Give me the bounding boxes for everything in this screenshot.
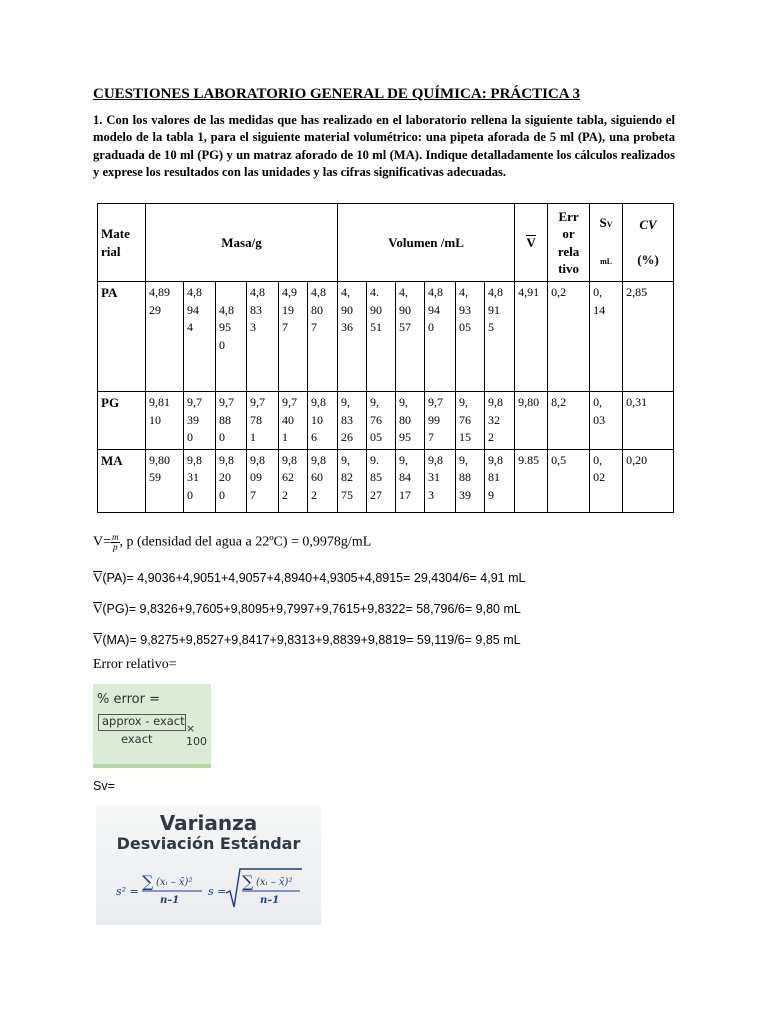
error-image-denominator: exact [121,732,153,746]
masa-cell: 9,8 31 0 [184,449,216,512]
volumen-cell: 9, 80 95 [396,392,425,450]
variance-formulas-graphic [116,863,306,919]
masa-cell: 9,80 59 [146,449,184,512]
mass-over-density-fraction: $\frac{m}{p}$ [112,532,119,552]
masa-cell: 9,81 10 [146,392,184,450]
header-vmean: V [515,204,548,282]
volumen-cell: 4, 90 57 [396,282,425,392]
volumen-cell: 9, 83 26 [338,392,367,450]
masa-cell: 9,8 10 6 [308,392,338,450]
masa-cell: 9,7 40 1 [279,392,308,450]
vmean-cell: 9.85 [515,449,548,512]
masa-cell: 9,8 62 2 [279,449,308,512]
masa-cell: 4,89 29 [146,282,184,392]
volumen-cell: 9, 84 17 [396,449,425,512]
masa-cell: 4,8 80 7 [308,282,338,392]
cv-cell: 0,20 [623,449,674,512]
volumen-cell: 4. 90 51 [367,282,396,392]
masa-cell: 9,7 39 0 [184,392,216,450]
row-label: MA [98,449,146,512]
masa-cell: 4,8 94 4 [184,282,216,392]
table-row [98,282,674,392]
error-image-times: × 100 [186,722,207,748]
results-table [97,203,674,513]
mean-line-pg: V(PG)= 9,8326+9,7605+9,8095+9,7997+9,7615+9,8322= 58,796/6= 9,80 mL [93,601,521,616]
mean-line-ma: V(MA)= 9,8275+9,8527+9,8417+9,8313+9,8839+9,8819= 59,119/6= 9,85 mL [93,632,521,647]
percent-error-formula-image [93,684,211,768]
svg-text:(xᵢ – x̄)²: (xᵢ – x̄)² [156,877,193,888]
volumen-cell: 9,8 32 2 [485,392,515,450]
volumen-cell: 4, 90 36 [338,282,367,392]
header-material: Mate rial [98,204,146,282]
volumen-cell: 9,7 99 7 [425,392,456,450]
masa-cell: 9,8 60 2 [308,449,338,512]
error-cell: 0,2 [548,282,590,392]
svg-text:∑: ∑ [242,872,254,891]
cv-cell: 0,31 [623,392,674,450]
sv-cell: 0, 14 [590,282,623,392]
sv-label: Sv= [93,779,115,793]
sv-cell: 0, 02 [590,449,623,512]
header-error: Err or rela tivo [548,204,590,282]
svg-text:n–1: n–1 [160,895,180,906]
volumen-cell: 4,8 91 5 [485,282,515,392]
svg-text:s² =: s² = [116,885,139,898]
sv-cell: 0, 03 [590,392,623,450]
row-label: PG [98,392,146,450]
volumen-cell: 9, 82 75 [338,449,367,512]
svg-text:∑: ∑ [142,872,154,891]
table-row [98,392,674,450]
table-header-row [98,204,674,282]
masa-cell: 4,9 19 7 [279,282,308,392]
page-title: CUESTIONES LABORATORIO GENERAL DE QUÍMICA: PRÁCTICA 3 [93,86,581,102]
std-dev-heading: Desviación Estándar [116,834,301,853]
error-cell: 8,2 [548,392,590,450]
error-label: Error relativo= [93,657,177,672]
row-label: PA [98,282,146,392]
masa-cell: 9,8 20 0 [216,449,247,512]
header-sv: SV mL [590,204,623,282]
volumen-cell: 4,8 94 0 [425,282,456,392]
variance-std-image [96,805,321,925]
variance-heading: Varianza [159,811,258,835]
header-masa: Masa/g [146,204,338,282]
question-text: 1. Con los valores de las medidas que has realizado en el laboratorio rellena la siguiente tabla, siguiendo el modelo de la tabla 1, para el siguiente material volumétrico: una pipeta aforada de 5 ml (PA), una probeta graduada de 10 ml (PG) y un matraz aforado de 10 ml (MA). Indique detalladamente los cálculos realizados y exprese los resultados con las unidades y las cifras significativas adecuadas. [93,113,675,180]
vmean-cell: 9,80 [515,392,548,450]
svg-text:(xᵢ – x̄)²: (xᵢ – x̄)² [256,877,293,888]
masa-cell: 9,7 88 0 [216,392,247,450]
table-row [98,449,674,512]
volumen-cell: 9, 76 05 [367,392,396,450]
mean-line-pa: V(PA)= 4,9036+4,9051+4,9057+4,8940+4,9305+4,8915= 29,4304/6= 4,91 mL [93,570,526,585]
volumen-cell: 9,8 31 3 [425,449,456,512]
volumen-cell: 9, 76 15 [456,392,485,450]
error-image-numerator: approx - exact [102,714,185,728]
volume-formula: V= $\frac{m}{p}$ , p (densidad del agua a 22ºC) = 0,9978g/mL [93,532,372,552]
masa-cell: 9,8 09 7 [247,449,279,512]
volumen-cell: 9, 88 39 [456,449,485,512]
masa-cell: 9,7 78 1 [247,392,279,450]
svg-text:s =: s = [208,885,227,898]
header-volumen: Volumen /mL [338,204,515,282]
volumen-cell: 9,8 81 9 [485,449,515,512]
volumen-cell: 4, 93 05 [456,282,485,392]
error-cell: 0,5 [548,449,590,512]
volumen-cell: 9. 85 27 [367,449,396,512]
header-cv: CV (%) [623,204,674,282]
error-image-line1: % error = [97,692,160,707]
cv-cell: 2,85 [623,282,674,392]
svg-text:n–1: n–1 [260,895,280,906]
masa-cell: 4,8 83 3 [247,282,279,392]
vmean-cell: 4,91 [515,282,548,392]
masa-cell: 4,8 95 0 [216,282,247,392]
